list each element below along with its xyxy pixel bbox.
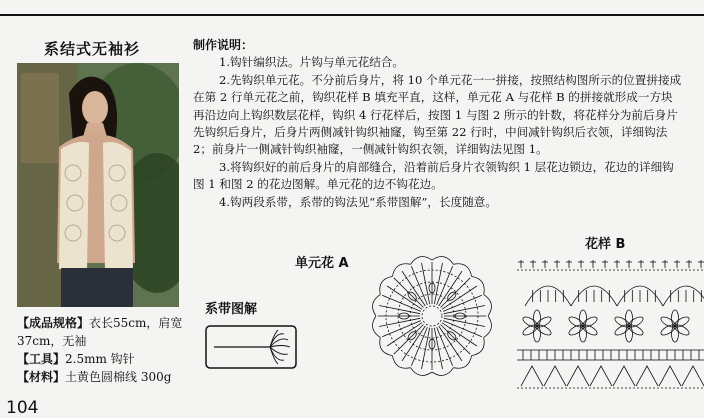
specs-block: [17, 314, 187, 386]
instructions: [193, 37, 704, 211]
spec-key: 【成品规格】: [17, 316, 90, 330]
spec-key: 【工具】: [17, 352, 66, 366]
spec-value: 土黄色圆棉线 300g: [65, 370, 172, 384]
spec-value: 衣长55cm，肩宽: [89, 316, 183, 330]
spec-key: 【材料】: [17, 370, 66, 384]
tie-diagram-label: 系带图解: [205, 302, 258, 317]
instruction-line: 1.钩针编织法。片钩与单元花结合。: [219, 55, 404, 70]
instruction-line: 图 1 和图 2 的花边图解。单元花的边不钩花边。: [193, 177, 443, 192]
top-rule: [0, 14, 704, 16]
pattern-b-diagram: [517, 246, 704, 406]
instruction-line: 2；前身片一侧减针钩织袖窿，一侧减针钩织衣领，详细钩法见图 1。: [193, 142, 548, 157]
spec-row-size: [17, 314, 187, 332]
model-photo: [17, 63, 179, 307]
instruction-line: 先钩织后身片，后身片两侧减针钩织袖窿，钩至第 22 行时，中间减针钩织后衣领，详细钩法: [193, 125, 668, 140]
instructions-heading: 制作说明：: [193, 38, 254, 52]
model-photo-drawing: [17, 63, 179, 307]
instruction-line: 再沿边向上钩织数层花样，钩织 4 行花样后，按图 1 与图 2 所示的针数，将花样分为前后身片: [193, 107, 678, 122]
motif-a-diagram: [366, 236, 498, 406]
page-number: 104: [6, 398, 39, 418]
motif-a-label: 单元花 A: [295, 256, 349, 271]
spec-row-tool: [17, 350, 187, 368]
pattern-b-label: 花样 B: [585, 237, 626, 252]
instruction-line: 2.先钩织单元花。不分前后身片，将 10 个单元花一一拼接，按照结构图所示的位置拼接成: [219, 72, 682, 87]
tie-diagram: [204, 322, 300, 372]
page-title: 系结式无袖衫: [44, 40, 141, 58]
instruction-line: 4.钩两段系带，系带的钩法见“系带图解”，长度随意。: [219, 194, 497, 209]
spec-row-material: [17, 368, 187, 386]
instruction-line: 在第 2 行单元花之前，钩织花样 B 填充平直，这样，单元花 A 与花样 B 的拼接就形成一方块: [193, 90, 673, 105]
spec-row-size-cont: [17, 332, 187, 350]
instruction-line: 3.将钩织好的前后身片的肩部缝合，沿着前后身片衣领钩织 1 层花边锁边，花边的详细钩: [219, 159, 674, 174]
spec-value: 37cm，无袖: [17, 334, 87, 348]
spec-value: 2.5mm 钩针: [65, 352, 135, 366]
